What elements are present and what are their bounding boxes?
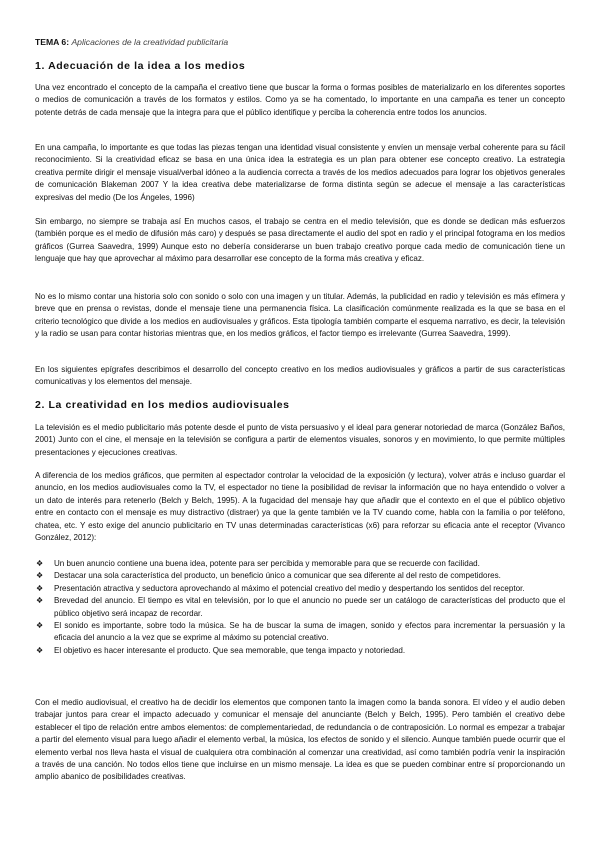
list-item: ❖ Destacar una sola característica del producto, un beneficio único a comunicar que sea diferente al del resto de competidores. — [35, 570, 565, 582]
diamond-bullet-icon: ❖ — [36, 645, 44, 655]
list-item: ❖ Presentación atractiva y seductora aprovechando al máximo el potencial creativo del medio y despertando los sentidos del receptor. — [35, 583, 565, 595]
section-2-paragraph: A diferencia de los medios gráficos, que permiten al espectador controlar la velocidad de la exposición (y lectura), volver atrás e incluso guardar el anuncio, en los medios audiovisuales como la TV, el espectador no tiene la posibilidad de revisar la información que no haya entendido o volver a un dato de interés para retenerlo (Belch y Belch, 1995). A la fugacidad del mensaje hay que añadir que el contexto en el que el público objetivo entre en contacto con el mensaje es muy distractivo (distraer) ya que la gente también ve la TV cuando come, habla con la familia o por teléfono, chatea, etc. Y esto exige del anuncio publicitario en TV unas determinadas características (x6) para reforzar su eficacia ante el receptor (Vivanco González, 2012): — [35, 471, 565, 543]
section-1-paragraph: No es lo mismo contar una historia solo con sonido o solo con una imagen y un titular. Además, la publicidad en radio y televisión es más efímera y breve que en prensa o revistas, donde el mensaje tiene una permanencia física. La clasificación comúnmente realizada es la que se basa en el criterio tecnológico que divide a los medios en audiovisuales y gráficos. Esta tipología también comparte el esquema narrativo, es decir, la televisión y la radio se usan para contar historias mientras que, en los medios gráficos, el factor tiempo es irrelevante (Gurrea Saavedra, 1999). — [35, 292, 565, 339]
list-item: ❖ El sonido es importante, sobre todo la música. Se ha de buscar la suma de imagen, sonido y efectos para incrementar la persuasión y la eficacia del anuncio a la vez que se exprime al máximo su potencial creativo. — [36, 621, 565, 643]
diamond-bullet-icon: ❖ — [36, 621, 44, 631]
diamond-bullet-icon: ❖ — [36, 596, 44, 606]
diamond-bullet-icon: ❖ — [36, 571, 44, 581]
section-1-paragraph: Sin embargo, no siempre se trabaja así En muchos casos, el trabajo se centra en el medio televisión, que es donde se dedican más esfuerzos (también porque es el medio de difusión más caro) y después se pasa directamente el audio del spot en radio y el principal fotograma en los medios gráficos (Gurrea Saavedra, 1999) Aunque esto no debería considerarse un buen trabajo creativo porque cada medio de comunicación tiene un lenguaje que hay que aprovechar al máximo para desarrollar ese concepto de la forma más creativa y eficaz. — [35, 217, 565, 264]
section-1-paragraph: En los siguientes epígrafes describimos el desarrollo del concepto creativo en los medios audiovisuales y gráficos a partir de sus características comunicativas y los elementos del mensaje. — [35, 365, 565, 387]
section-2-closing-paragraph: Con el medio audiovisual, el creativo ha de decidir los elementos que componen tanto la imagen como la banda sonora. El vídeo y el audio deben trabajar juntos para crear el impacto adecuado y comunicar el mensaje del anunciante (Belch y Belch, 1995). Pero también el creativo debe establecer el tipo de relación entre ambos elementos: de complementariedad, de redundancia o de contraposición. Lo normal es empezar a trabajar a partir del elemento visual para luego añadir el elemento verbal, la música, los efectos de sonido y el silencio. Aunque también puede ocurrir que el elemento verbal nos lleva hasta el visual de cualquiera otra combinación al comenzar una creatividad, así como también podría venir la inspiración a través de una canción. No todos ellos tiene que incluirse en un mismo mensaje. La idea es que se pueden combinar entre sí proporcionando un amplio abanico de posibilidades creativas. — [35, 698, 565, 782]
characteristics-list — [35, 558, 565, 657]
list-item: ❖ El objetivo es hacer interesante el producto. Que sea memorable, que tenga impacto y notoriedad. — [35, 645, 565, 657]
section-1-heading: 1. Adecuación de la idea a los medios — [35, 60, 246, 72]
section-2-heading: 2. La creatividad en los medios audiovisuales — [35, 399, 290, 411]
tema-title: Aplicaciones de la creatividad publicitaria — [71, 37, 229, 47]
section-1-paragraph: En una campaña, lo importante es que todas las piezas tengan una identidad visual consistente y envíen un mensaje verbal coherente para su fácil reconocimiento. Si la creatividad eficaz se basa en una única idea la estrategia es un plan para obtener ese concepto creativo. La estrategia creativa permite dirigir el mensaje visual/verbal idóneo a la audiencia correcta a través de los medios adecuados para lograr los objetivos generales de comunicación Blakeman 2007 Y la idea creativa debe materializarse de forma distinta según se adecue el mensaje a las características expresivas del medio (De los Ángeles, 1996) — [35, 143, 565, 202]
document-title — [35, 37, 228, 47]
list-item: ❖ Brevedad del anuncio. El tiempo es vital en televisión, por lo que el anuncio no puede ser un catálogo de características del producto que el público objetivo será incapaz de recordar. — [36, 596, 565, 618]
diamond-bullet-icon: ❖ — [36, 559, 44, 568]
section-1-paragraph: Una vez encontrado el concepto de la campaña el creativo tiene que buscar la forma o formas posibles de materializarlo en los diferentes soportes o medios de comunicación a través de los formatos y estilos. Como ya se ha comentado, lo importante en una campaña es tener un concepto potente detrás de cada mensaje que la integra para que el público identifique y perciba la coherencia entre todos los anuncios. — [35, 83, 565, 117]
tema-label: TEMA 6: — [35, 37, 70, 47]
section-2-paragraph: La televisión es el medio publicitario más potente desde el punto de vista persuasivo y el ideal para generar notoriedad de marca (González Baños, 2001) Junto con el cine, el mensaje en la televisión se configura a partir de elementos visuales, sonoros y en movimiento, lo que permite múltiples presentaciones y ejecuciones creativas. — [35, 423, 565, 457]
diamond-bullet-icon: ❖ — [36, 583, 44, 593]
list-item: ❖ Un buen anuncio contiene una buena idea, potente para ser percibida y memorable para que se recuerde con facilidad. — [35, 558, 565, 570]
